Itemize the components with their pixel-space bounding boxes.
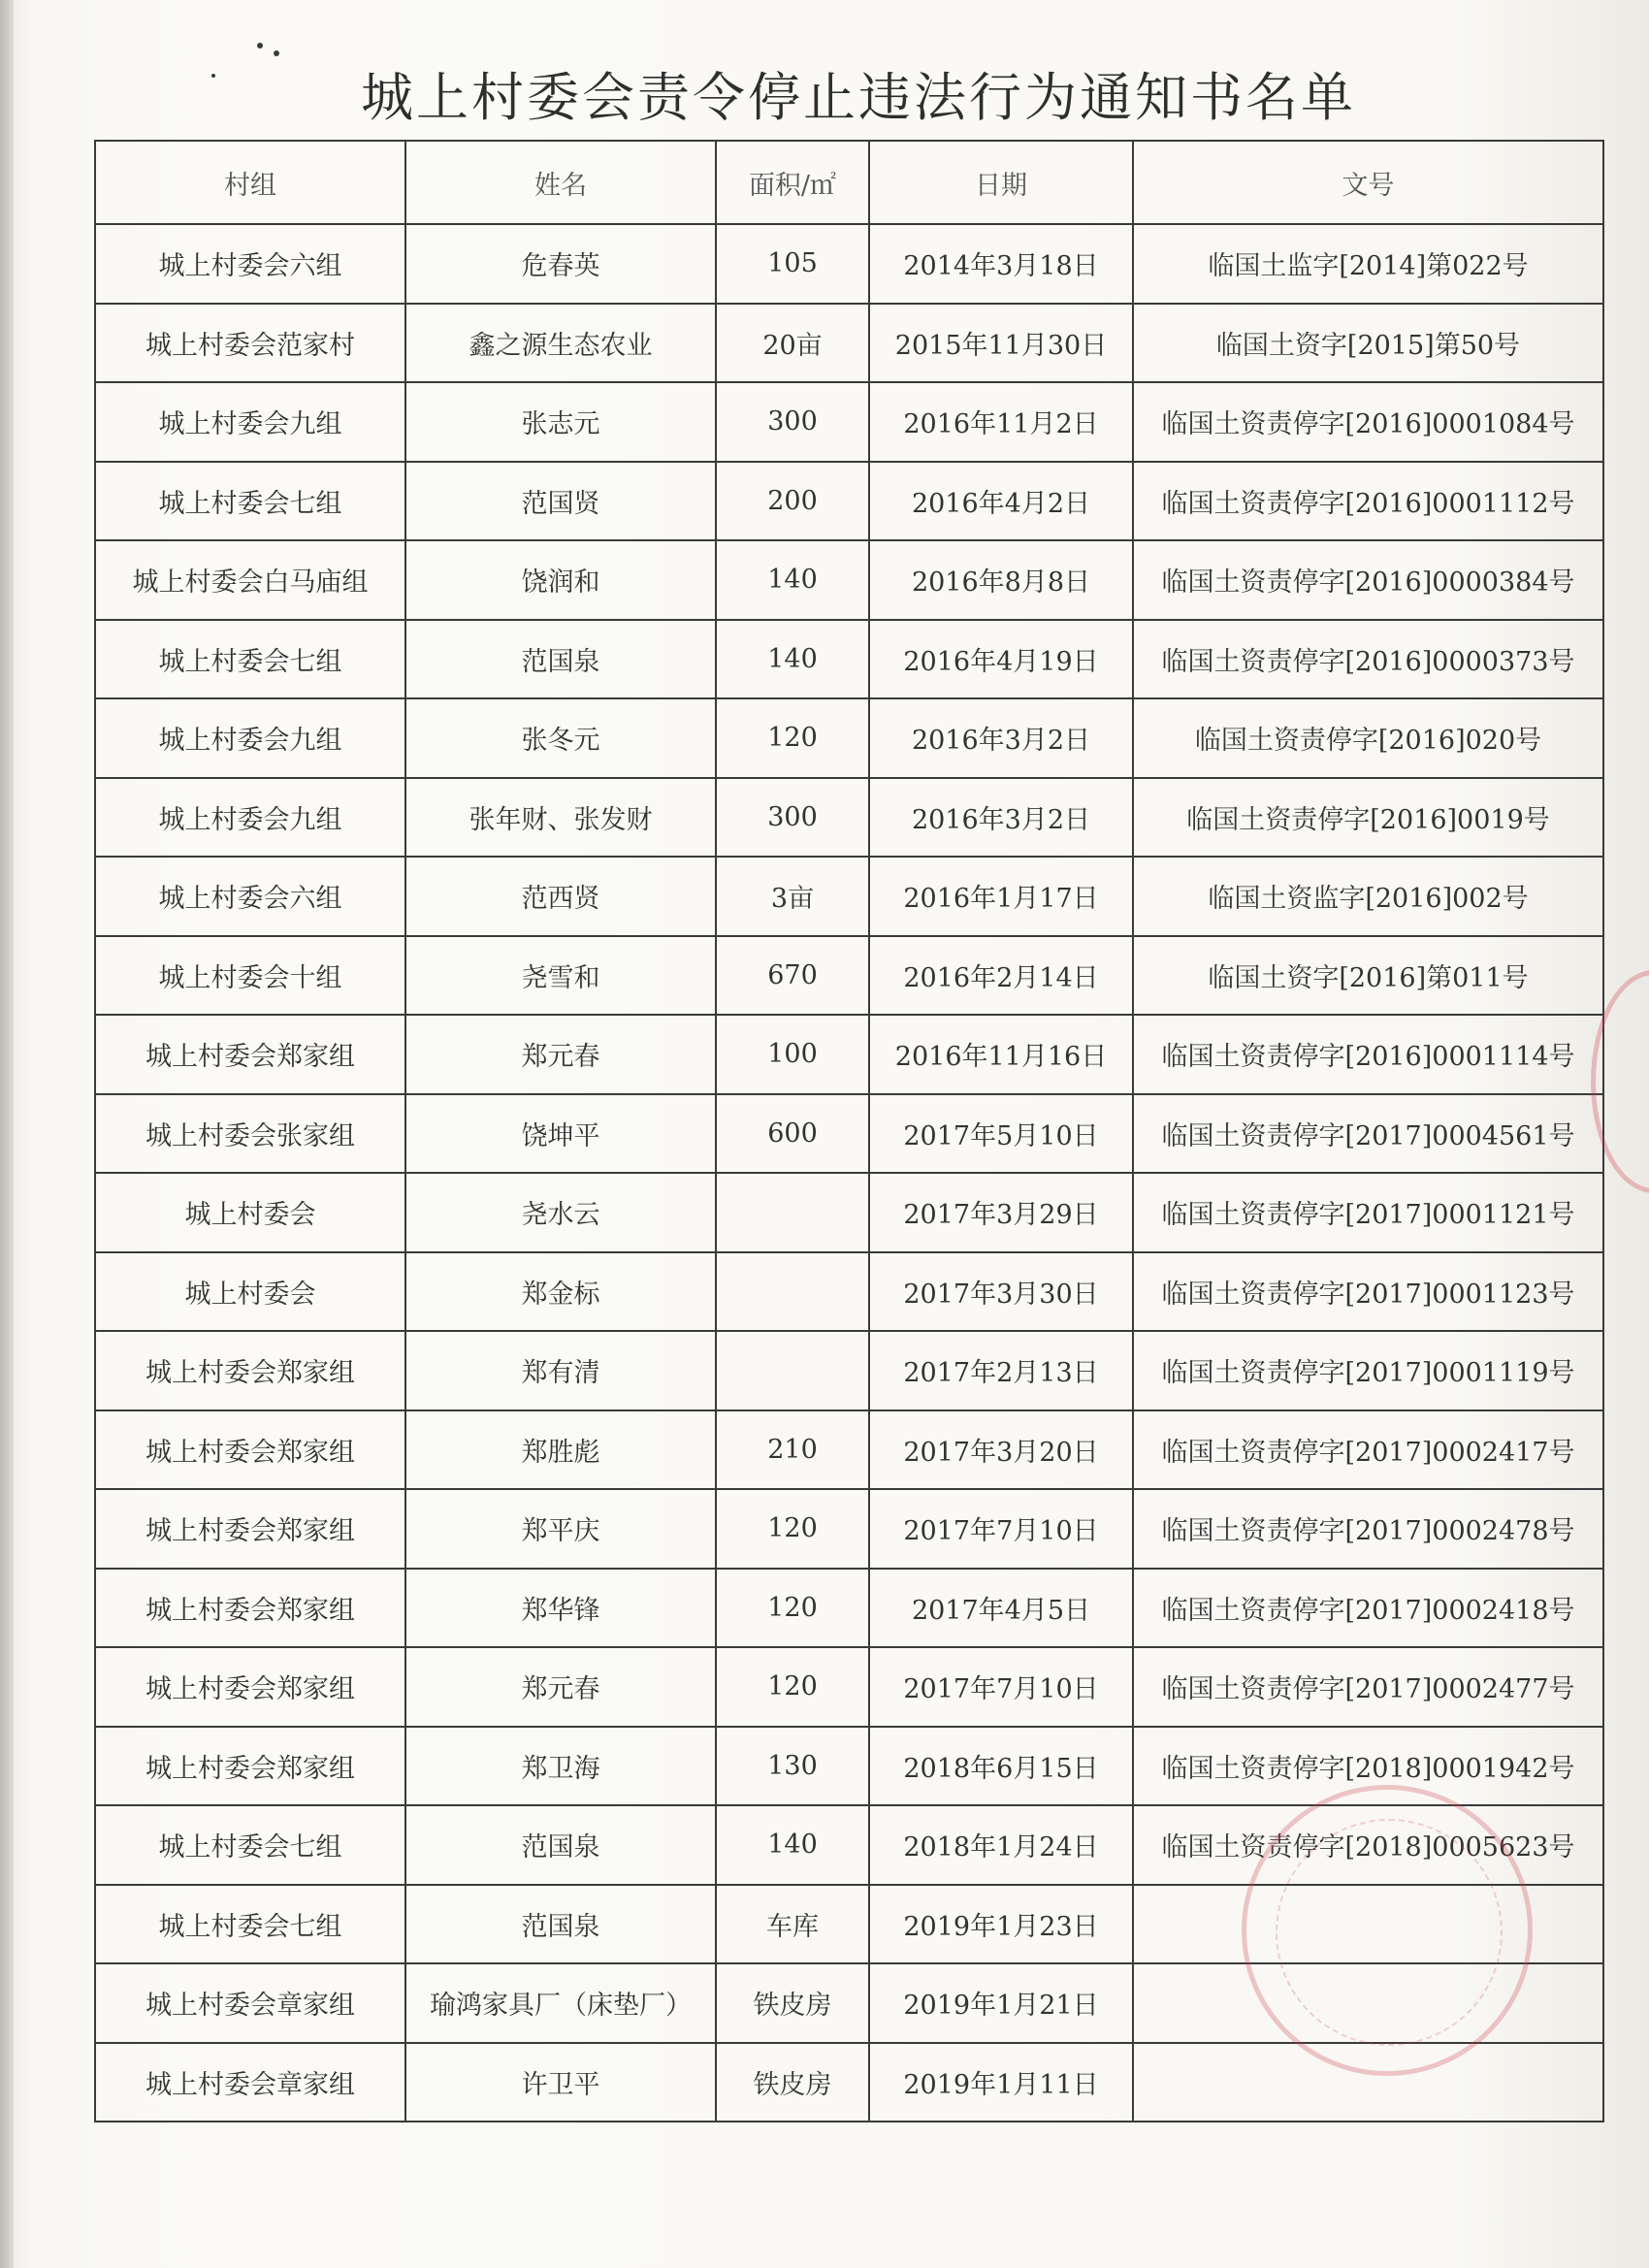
cell-area: 200 [716, 462, 869, 541]
cell-area: 车库 [716, 1885, 869, 1964]
header-name: 姓名 [405, 141, 716, 224]
cell-date: 2019年1月11日 [869, 2043, 1133, 2122]
cell-document-number: 临国土资责停字[2017]0002418号 [1133, 1569, 1603, 1648]
cell-village-group: 城上村委会六组 [95, 224, 405, 304]
table-body [95, 224, 1603, 2122]
table-row [95, 540, 1603, 620]
cell-date: 2017年7月10日 [869, 1489, 1133, 1569]
cell-date: 2016年1月17日 [869, 857, 1133, 936]
cell-name: 范国泉 [405, 620, 716, 699]
document-title: 城上村委会责令停止违法行为通知书名单 [361, 67, 1356, 128]
cell-village-group: 城上村委会郑家组 [95, 1647, 405, 1727]
cell-name: 张志元 [405, 382, 716, 462]
table-row [95, 698, 1603, 778]
cell-village-group: 城上村委会郑家组 [95, 1569, 405, 1648]
table-row [95, 224, 1603, 304]
cell-area: 120 [716, 1569, 869, 1648]
cell-area: 120 [716, 1489, 869, 1569]
cell-date: 2015年11月30日 [869, 304, 1133, 383]
cell-area: 130 [716, 1727, 869, 1806]
cell-date: 2018年6月15日 [869, 1727, 1133, 1806]
cell-name: 许卫平 [405, 2043, 716, 2122]
cell-name: 张年财、张发财 [405, 778, 716, 858]
cell-date: 2019年1月23日 [869, 1885, 1133, 1964]
cell-name: 范国泉 [405, 1805, 716, 1885]
cell-village-group: 城上村委会郑家组 [95, 1410, 405, 1490]
cell-village-group: 城上村委会郑家组 [95, 1489, 405, 1569]
cell-date: 2016年11月16日 [869, 1015, 1133, 1094]
cell-area: 铁皮房 [716, 2043, 869, 2122]
cell-document-number: 临国土资责停字[2017]0002477号 [1133, 1647, 1603, 1727]
table-row [95, 620, 1603, 699]
cell-name: 郑平庆 [405, 1489, 716, 1569]
table-row [95, 1015, 1603, 1094]
cell-name: 郑金标 [405, 1252, 716, 1332]
cell-village-group: 城上村委会郑家组 [95, 1015, 405, 1094]
cell-village-group: 城上村委会郑家组 [95, 1727, 405, 1806]
cell-document-number: 临国土资责停字[2016]0001084号 [1133, 382, 1603, 462]
cell-village-group: 城上村委会七组 [95, 620, 405, 699]
table-row [95, 462, 1603, 541]
cell-area: 300 [716, 778, 869, 858]
cell-area: 120 [716, 698, 869, 778]
notice-table [94, 140, 1604, 2122]
ink-speck [257, 43, 263, 49]
cell-date: 2016年4月19日 [869, 620, 1133, 699]
table-row [95, 2043, 1603, 2122]
cell-name: 饶润和 [405, 540, 716, 620]
cell-name: 郑元春 [405, 1015, 716, 1094]
cell-document-number: 临国土资监字[2016]002号 [1133, 857, 1603, 936]
cell-date: 2017年3月29日 [869, 1173, 1133, 1252]
cell-document-number: 临国土资责停字[2018]0001942号 [1133, 1727, 1603, 1806]
cell-area: 140 [716, 1805, 869, 1885]
cell-date: 2017年3月30日 [869, 1252, 1133, 1332]
table-header-row [95, 141, 1603, 224]
cell-area: 670 [716, 936, 869, 1016]
cell-document-number [1133, 1885, 1603, 1964]
cell-document-number [1133, 2043, 1603, 2122]
cell-document-number [1133, 1963, 1603, 2043]
binding-edge [0, 0, 14, 2268]
cell-name: 瑜鸿家具厂（床垫厂） [405, 1963, 716, 2043]
cell-date: 2018年1月24日 [869, 1805, 1133, 1885]
cell-village-group: 城上村委会七组 [95, 462, 405, 541]
cell-area: 300 [716, 382, 869, 462]
cell-document-number: 临国土资责停字[2017]0002478号 [1133, 1489, 1603, 1569]
cell-date: 2016年2月14日 [869, 936, 1133, 1016]
cell-date: 2017年5月10日 [869, 1094, 1133, 1174]
cell-name: 郑有清 [405, 1331, 716, 1410]
cell-document-number: 临国土资责停字[2017]0001121号 [1133, 1173, 1603, 1252]
cell-document-number: 临国土资字[2015]第50号 [1133, 304, 1603, 383]
cell-village-group: 城上村委会张家组 [95, 1094, 405, 1174]
table-row [95, 1094, 1603, 1174]
cell-date: 2017年4月5日 [869, 1569, 1133, 1648]
cell-document-number: 临国土资责停字[2017]0001123号 [1133, 1252, 1603, 1332]
cell-document-number: 临国土监字[2014]第022号 [1133, 224, 1603, 304]
cell-area: 140 [716, 620, 869, 699]
cell-name: 饶坤平 [405, 1094, 716, 1174]
cell-name: 尧雪和 [405, 936, 716, 1016]
table-row [95, 1647, 1603, 1727]
cell-area: 600 [716, 1094, 869, 1174]
cell-area [716, 1331, 869, 1410]
cell-date: 2017年3月20日 [869, 1410, 1133, 1490]
cell-area: 120 [716, 1647, 869, 1727]
cell-date: 2019年1月21日 [869, 1963, 1133, 2043]
table-row [95, 1489, 1603, 1569]
cell-name: 范国泉 [405, 1885, 716, 1964]
table-row [95, 778, 1603, 858]
cell-document-number: 临国土资责停字[2017]0004561号 [1133, 1094, 1603, 1174]
cell-village-group: 城上村委会十组 [95, 936, 405, 1016]
notice-table-container [94, 140, 1602, 2122]
table-row [95, 1331, 1603, 1410]
table-row [95, 1885, 1603, 1964]
table-row [95, 936, 1603, 1016]
cell-date: 2017年7月10日 [869, 1647, 1133, 1727]
table-row [95, 1963, 1603, 2043]
cell-document-number: 临国土资责停字[2018]0005623号 [1133, 1805, 1603, 1885]
header-document-number: 文号 [1133, 141, 1603, 224]
cell-village-group: 城上村委会郑家组 [95, 1331, 405, 1410]
cell-area: 20亩 [716, 304, 869, 383]
table-row [95, 1252, 1603, 1332]
table-row [95, 1173, 1603, 1252]
cell-village-group: 城上村委会章家组 [95, 1963, 405, 2043]
cell-document-number: 临国土资责停字[2017]0002417号 [1133, 1410, 1603, 1490]
cell-date: 2016年4月2日 [869, 462, 1133, 541]
cell-area: 100 [716, 1015, 869, 1094]
cell-document-number: 临国土资责停字[2016]0000373号 [1133, 620, 1603, 699]
table-row [95, 1569, 1603, 1648]
cell-date: 2016年11月2日 [869, 382, 1133, 462]
cell-village-group: 城上村委会章家组 [95, 2043, 405, 2122]
cell-name: 范西贤 [405, 857, 716, 936]
cell-document-number: 临国土资责停字[2016]0001114号 [1133, 1015, 1603, 1094]
cell-document-number: 临国土资责停字[2017]0001119号 [1133, 1331, 1603, 1410]
cell-village-group: 城上村委会范家村 [95, 304, 405, 383]
cell-date: 2016年3月2日 [869, 778, 1133, 858]
cell-name: 郑胜彪 [405, 1410, 716, 1490]
cell-village-group: 城上村委会六组 [95, 857, 405, 936]
cell-name: 张冬元 [405, 698, 716, 778]
cell-area [716, 1252, 869, 1332]
table-row [95, 304, 1603, 383]
cell-village-group: 城上村委会九组 [95, 698, 405, 778]
cell-area [716, 1173, 869, 1252]
cell-document-number: 临国土资责停字[2016]0001112号 [1133, 462, 1603, 541]
cell-document-number: 临国土资责停字[2016]0019号 [1133, 778, 1603, 858]
cell-name: 郑华锋 [405, 1569, 716, 1648]
table-row [95, 1410, 1603, 1490]
cell-name: 范国贤 [405, 462, 716, 541]
cell-document-number: 临国土资字[2016]第011号 [1133, 936, 1603, 1016]
table-row [95, 1727, 1603, 1806]
cell-date: 2016年8月8日 [869, 540, 1133, 620]
cell-name: 鑫之源生态农业 [405, 304, 716, 383]
header-village-group: 村组 [95, 141, 405, 224]
table-row [95, 382, 1603, 462]
cell-village-group: 城上村委会九组 [95, 382, 405, 462]
cell-village-group: 城上村委会九组 [95, 778, 405, 858]
cell-name: 危春英 [405, 224, 716, 304]
cell-village-group: 城上村委会白马庙组 [95, 540, 405, 620]
cell-date: 2017年2月13日 [869, 1331, 1133, 1410]
cell-village-group: 城上村委会七组 [95, 1885, 405, 1964]
cell-date: 2016年3月2日 [869, 698, 1133, 778]
cell-name: 尧水云 [405, 1173, 716, 1252]
cell-village-group: 城上村委会 [95, 1252, 405, 1332]
cell-area: 105 [716, 224, 869, 304]
header-date: 日期 [869, 141, 1133, 224]
cell-area: 铁皮房 [716, 1963, 869, 2043]
cell-village-group: 城上村委会 [95, 1173, 405, 1252]
cell-name: 郑元春 [405, 1647, 716, 1727]
cell-date: 2014年3月18日 [869, 224, 1133, 304]
cell-name: 郑卫海 [405, 1727, 716, 1806]
cell-document-number: 临国土资责停字[2016]0000384号 [1133, 540, 1603, 620]
cell-area: 210 [716, 1410, 869, 1490]
table-row [95, 857, 1603, 936]
cell-document-number: 临国土资责停字[2016]020号 [1133, 698, 1603, 778]
table-row [95, 1805, 1603, 1885]
header-area: 面积/㎡ [716, 141, 869, 224]
cell-area: 3亩 [716, 857, 869, 936]
cell-area: 140 [716, 540, 869, 620]
cell-village-group: 城上村委会七组 [95, 1805, 405, 1885]
